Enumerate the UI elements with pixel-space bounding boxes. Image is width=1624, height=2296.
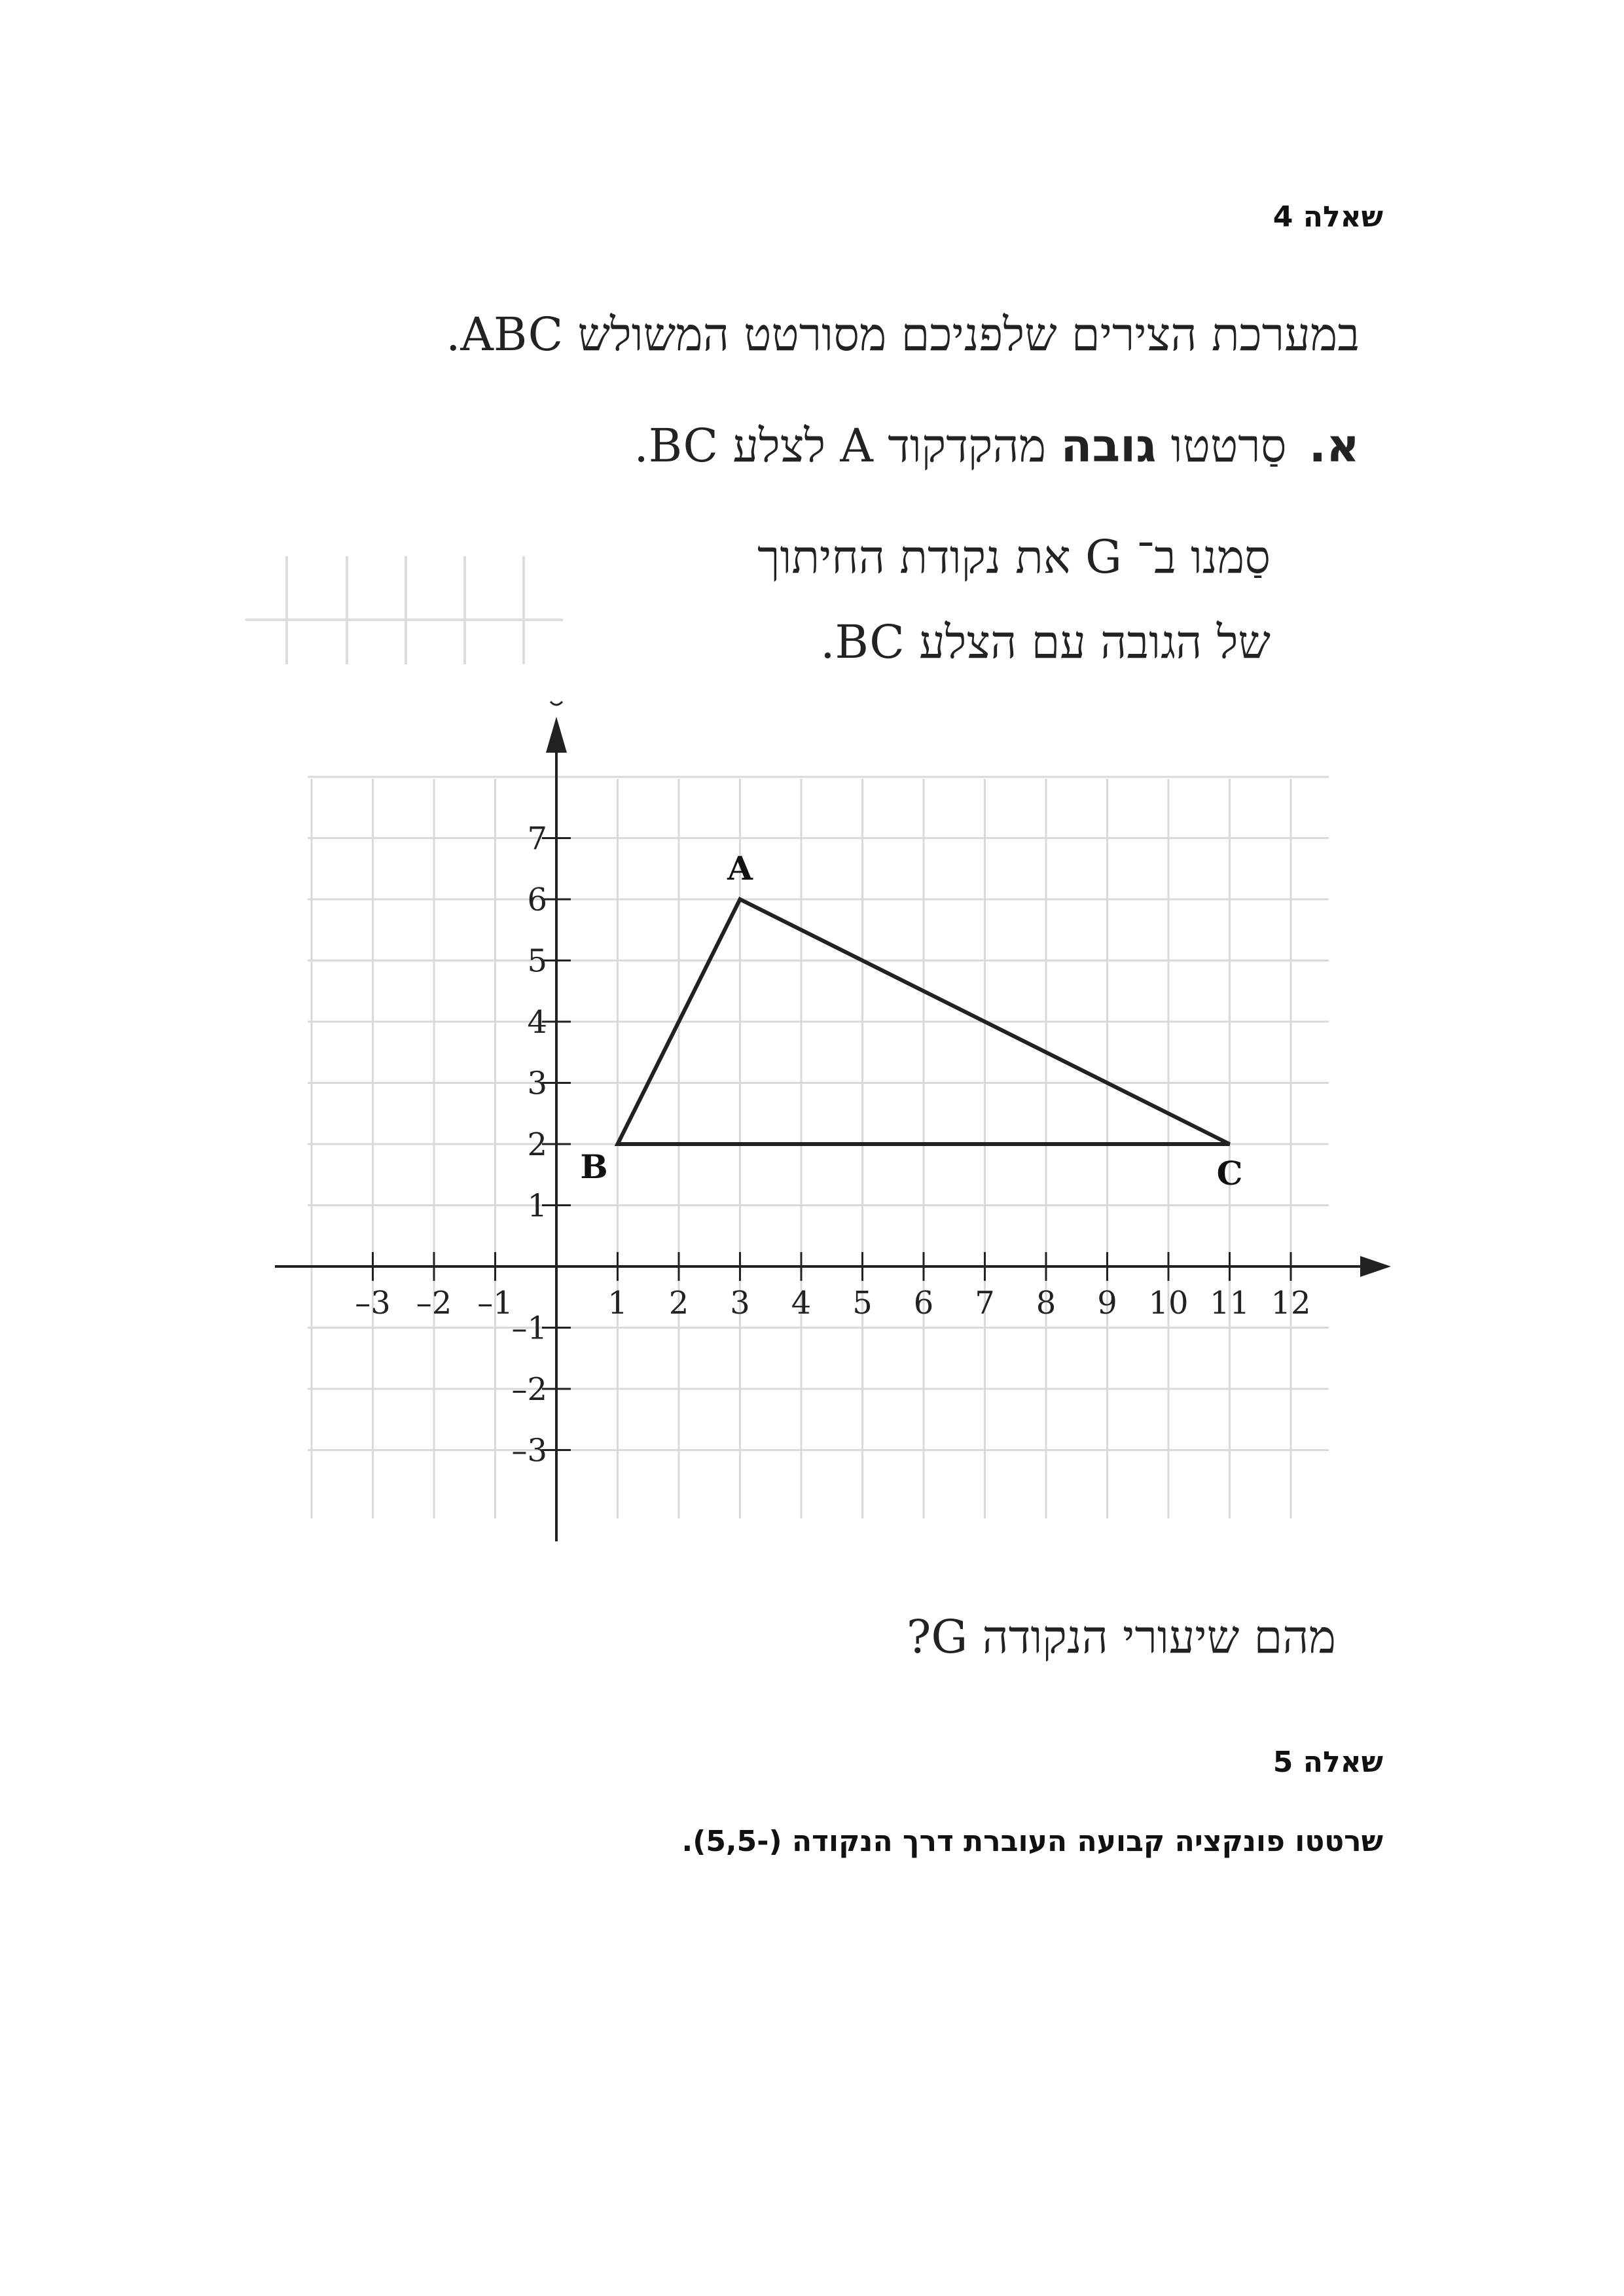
x-tick-label: 9 — [1097, 1285, 1117, 1321]
x-tick-label: 1 — [607, 1285, 628, 1321]
x-tick-label: 3 — [730, 1285, 750, 1321]
vertex-label-c: C — [1216, 1154, 1243, 1193]
x-axis-arrow — [1360, 1256, 1391, 1277]
x-tick-label: 2 — [668, 1285, 689, 1321]
part-a-marker: א. — [1308, 419, 1360, 473]
y-tick-label: 6 — [527, 882, 547, 918]
x-tick-label: 11 — [1209, 1285, 1250, 1321]
y-tick-label: 3 — [527, 1065, 547, 1102]
x-tick-label: –1 — [477, 1285, 513, 1321]
x-tick-label: 4 — [791, 1285, 812, 1321]
y-tick-label: 4 — [527, 1004, 547, 1041]
x-tick-label: 6 — [913, 1285, 934, 1321]
x-tick-label: 5 — [852, 1285, 873, 1321]
vertex-label-b: B — [580, 1147, 608, 1186]
y-tick-label: 1 — [527, 1187, 547, 1225]
part-a-bold-word: גובה — [1060, 419, 1157, 473]
part-a-text-before: סַרטטו — [1170, 419, 1287, 473]
mark-g-line-2: של הגובה עם הצלע BC. — [820, 615, 1271, 669]
mark-g-line-1: סַמנו ב־ G את נקודת החיתוך — [757, 530, 1271, 584]
vertex-label-a: A — [727, 849, 753, 888]
faint-grid-fragment — [245, 556, 563, 664]
question-4-intro: במערכת הצירים שלפניכם מסורטט המשולש ABC. — [446, 308, 1360, 361]
y-tick-label: 2 — [527, 1126, 547, 1163]
x-tick-label: 12 — [1271, 1285, 1311, 1321]
y-tick-label: 5 — [527, 942, 547, 980]
x-tick-label: 8 — [1036, 1285, 1056, 1321]
axes — [275, 702, 1391, 1541]
x-tick-label: 7 — [975, 1285, 995, 1321]
question-4-heading: שאלה 4 — [1272, 200, 1383, 234]
y-axis-mark — [550, 702, 562, 705]
x-tick-label: –3 — [355, 1285, 391, 1321]
question-g-coordinates: מהם שיעורי הנקודה G? — [906, 1610, 1336, 1664]
question-5-text: שרטטו פונקציה קבועה העוברת דרך הנקודה (-5,5). — [681, 1825, 1383, 1858]
y-tick-label: –3 — [511, 1432, 547, 1469]
x-tick-label: 10 — [1148, 1285, 1189, 1321]
part-a-text-after: מהקדקוד A לצלע BC. — [634, 419, 1047, 473]
y-tick-label: –1 — [511, 1310, 547, 1347]
y-tick-label: –2 — [511, 1371, 547, 1408]
grid-lines — [308, 777, 1329, 1518]
question-5-heading: שאלה 5 — [1272, 1746, 1383, 1779]
x-tick-label: –2 — [416, 1285, 452, 1321]
y-axis-arrow — [546, 717, 567, 753]
y-tick-label: 7 — [527, 820, 547, 857]
